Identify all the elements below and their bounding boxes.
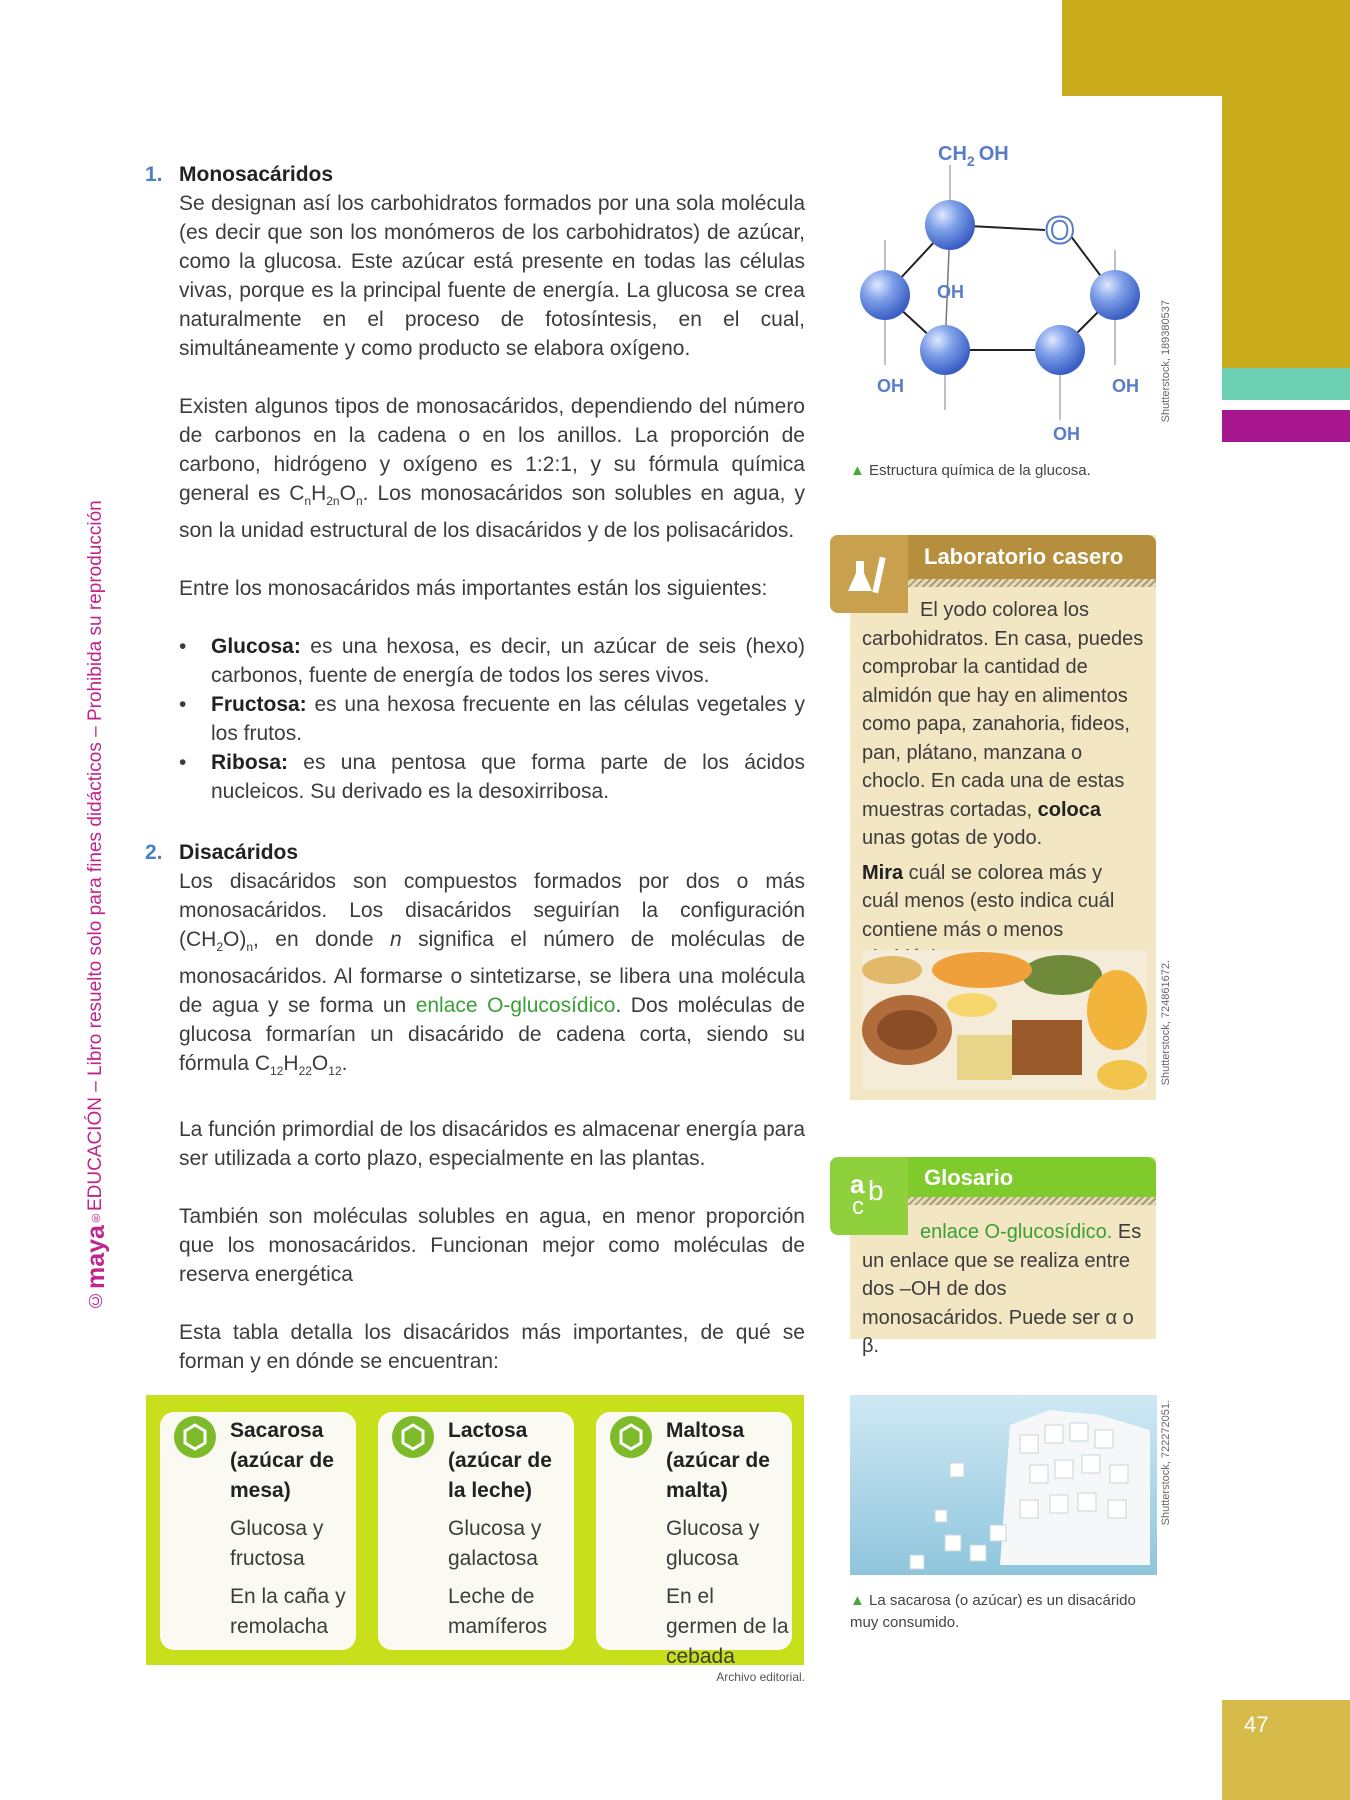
lab-box-title: Laboratorio casero [924,544,1124,569]
paragraph: También son moléculas solubles en agua, en menor proporción que los monosacáridos. Funcionan mejor como moléculas de reserva energética [179,1205,805,1287]
paragraph: La función primordial de los disacáridos es almacenar energía para ser utilizada a corto plazo, especialmente en las plantas. [179,1118,805,1171]
disaccharide-card [596,1412,792,1668]
paragraph: Esta tabla detalla los disacáridos más importantes, de qué se forman y en dónde se encuentran: [179,1321,805,1374]
vertical-copyright-notice [82,490,114,1310]
registered-symbol: ® [89,1211,103,1226]
svg-text:CH2OH: $CH_2$ OH [938,143,1009,169]
lab-hatch-strip [908,579,1156,587]
glossary-link[interactable]: enlace O-glucosídico [415,994,616,1018]
paragraph: Entre los monosacáridos más importantes están los siguientes: [179,577,768,601]
page-number-box [1222,1700,1350,1800]
section-number: 2. [145,841,163,864]
card-found-in: En el germen de la cebada [666,1585,789,1668]
glucose-structure-diagram [840,130,1170,450]
sugar-caption: ▲ La sacarosa (o azúcar) es un disacárido muy consumido. [850,1592,1136,1631]
card-title: Maltosa (azúcar de malta) [666,1419,770,1502]
table-credit: Archivo editorial. [716,1670,805,1684]
label-ch2oh: CH [938,143,967,165]
label-oh: OH [1053,424,1080,444]
section-disacaridos [145,838,805,1376]
card-formed-from: Glucosa y glucosa [666,1517,760,1570]
pasta-photo-credit: Shutterstock, 724861672. [1160,960,1172,1086]
disaccharide-card [160,1412,356,1650]
card-title: Lactosa (azúcar de la leche) [448,1419,552,1502]
carbon-atom [925,200,975,250]
label-oh: OH [1112,376,1139,396]
glossary-title: Glosario [924,1165,1014,1190]
molecule-icon [610,1416,652,1458]
glossary-hatch-strip [908,1197,1156,1205]
paragraph-formula: Los disacáridos son compuestos formados por dos o más monosacáridos. Los disacáridos seguirían la configuración $(CH_2O)_n$, en donde n significa el número de moléculas de monosacáridos. Al formarse o sintetizarse, se libera una molécula de agua y se forma un enlace O-glucosídico. Dos moléculas de glucosa formarían un disacárido de cadena corta, siendo su fórmula $C_{12}H_{22}O_{12}$. [179,870,806,1079]
page-number: 47 [1244,1712,1269,1737]
carbon-atom [1090,270,1140,320]
section-number: 1. [145,163,163,186]
glossary-term: enlace O-glucosídico. [920,1221,1113,1243]
section-monosacaridos [145,160,805,806]
glucose-caption: ▲ Estructura química de la glucosa. [850,462,1091,479]
brand-maya: maya [82,1225,110,1289]
list-item: • Ribosa: es una pentosa que forma parte de los ácidos nucleicos. Su derivado es la desoxirribosa. [179,751,805,804]
glossary-text: enlace O-glucosídico. Es un enlace que se realiza entre dos –OH de dos monosacáridos. Puede ser α o β. [862,1221,1142,1357]
copyright-symbol: © [85,1289,106,1310]
glossary-abc-icon: a b c [830,1157,908,1235]
lab-box-text: El yodo colorea los carbohidratos. En casa, puedes comprobar la cantidad de almidón que hay en alimentos como papa, zanahoria, fideos, pan, plátano, manzana o choclo. En cada una de estas muestras cortadas, coloca unas gotas de yodo. Mira cuál se colorea más y cuál menos (esto indica cuál contiene más o menos [862,599,1144,941]
card-title: Sacarosa (azúcar de mesa) [230,1419,334,1502]
copyright-text: EDUCACIÓN – Libro resuelto solo para fines didácticos – Prohibida su reproducción [85,500,106,1212]
list-item: • Glucosa: es una hexosa, es decir, un azúcar de seis (hexo) carbonos, fuente de energía de todos los seres vivos. [179,635,805,688]
card-formed-from: Glucosa y galactosa [448,1517,542,1570]
list-item: • Fructosa: es una hexosa frecuente en las células vegetales y los frutos. [179,693,805,746]
paragraph-formula: Existen algunos tipos de monosacáridos, dependiendo del número de carbonos en la cadena o en los anillos. La proporción de carbono, hidrógeno y oxígeno es 1:2:1, y su fórmula química general es $C_nH_{2n}O_n$. Los monosacáridos son solubles en agua, y son la unidad estructural de los disacáridos y de los polisacáridos. [179,395,805,543]
magenta-side-band [1222,410,1350,442]
card-found-in: Leche de mamíferos [448,1585,548,1638]
glucose-figure-credit: Shutterstock, 189380537 [1160,300,1172,423]
carbon-atom [860,270,910,320]
label-oh: OH [877,376,904,396]
card-formed-from: Glucosa y fructosa [230,1517,324,1570]
triangle-bullet-icon: ▲ [850,462,865,479]
paragraph: Se designan así los carbohidratos formados por una sola molécula (es decir que son los monómeros de los carbohidratos) de azúcar, como la glucosa. Este azúcar está presente en todas las células vivas, porque es la principal fuente de energía. La glucosa se crea naturalmente en el proceso de fotosíntesis, en el cual, simultáneamente y como producto se elabora oxígeno. [179,192,805,360]
carbon-atom [1035,325,1085,375]
teal-side-band [1222,368,1350,400]
section-title: Monosacáridos [179,163,334,186]
gold-side-band [1222,96,1350,386]
sugar-cubes-photo [850,1395,1157,1575]
gold-corner-block [1062,0,1350,96]
disaccharide-card [378,1412,574,1650]
monosaccharide-list [179,632,805,806]
molecule-icon [174,1416,216,1458]
carbon-atom [920,325,970,375]
triangle-bullet-icon: ▲ [850,1592,865,1609]
label-oh: OH [937,282,964,302]
section-title: Disacáridos [179,841,299,864]
pasta-photo [862,950,1147,1090]
molecule-icon [392,1416,434,1458]
card-found-in: En la caña y remolacha [230,1585,346,1638]
label-oxygen: O [1045,210,1075,252]
sugar-photo-credit: Shutterstock, 722272051. [1160,1400,1172,1526]
